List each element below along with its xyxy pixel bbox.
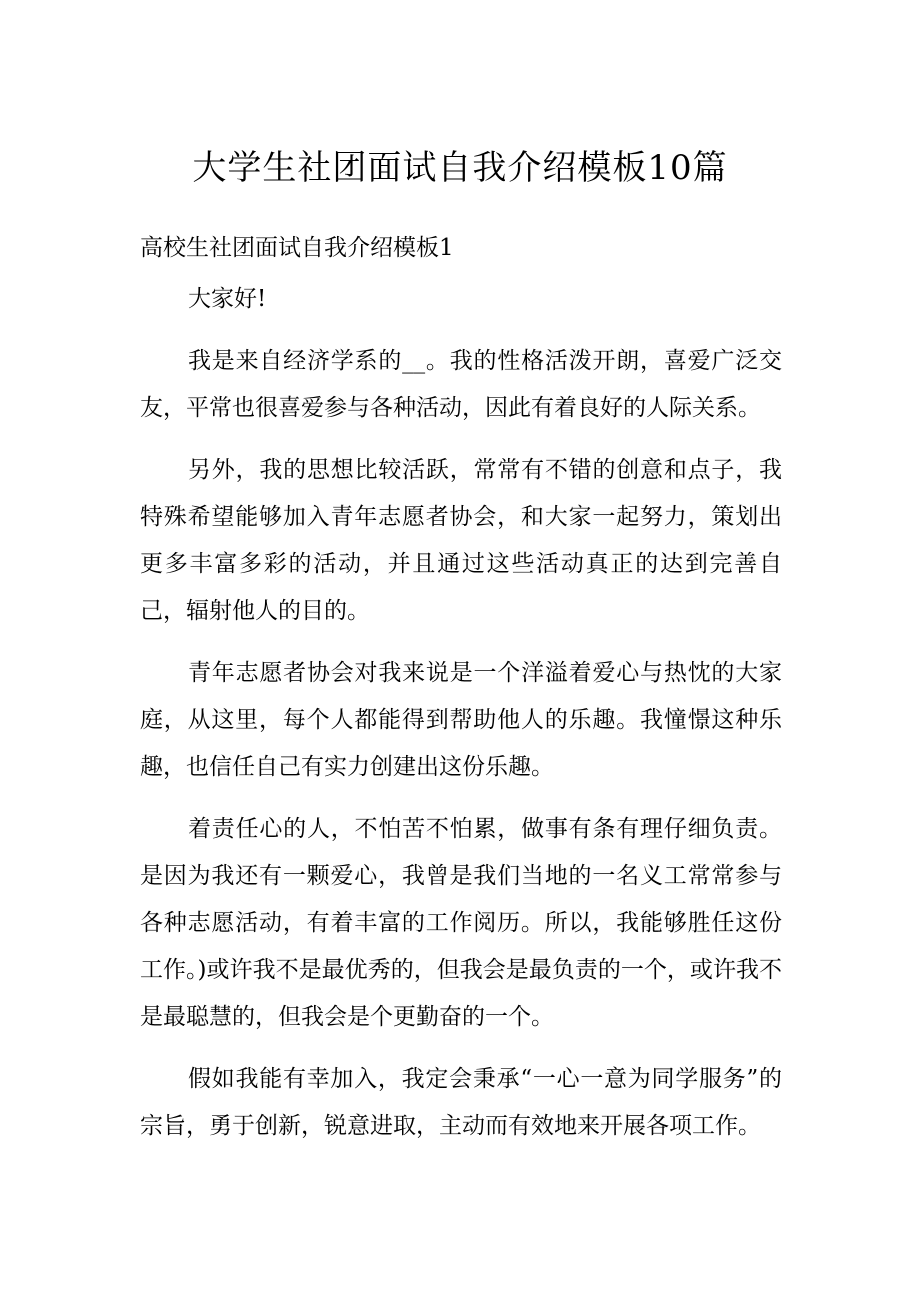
paragraph-ideas: 另外，我的思想比较活跃，常常有不错的创意和点子，我特殊希望能够加入青年志愿者协会，和大家一起努力，策划出更多丰富多彩的活动，并且通过这些活动真正的达到完善自己，辐射他人的目的。 — [140, 457, 782, 624]
document-title: 大学生社团面试自我介绍模板10篇 — [192, 148, 728, 188]
paragraph-responsibility: 着责任心的人，不怕苦不怕累，做事有条有理仔细负责。是因为我还有一颗爱心，我曾是我们当地的一名义工常常参与各种志愿活动，有着丰富的工作阅历。所以，我能够胜任这份工作。)或许我不是最优秀的，但我会是最负责的一个，或许我不是最聪慧的，但我会是个更勤奋的一个。 — [140, 816, 782, 1030]
paragraph-greeting: 大家好! — [188, 286, 267, 312]
section-heading: 高校生社团面试自我介绍模板1 — [140, 235, 454, 261]
paragraph-commitment: 假如我能有幸加入，我定会秉承“一心一意为同学服务”的宗旨，勇于创新，锐意进取，主动而有效地来开展各项工作。 — [140, 1066, 782, 1139]
document-body — [140, 276, 782, 1165]
paragraph-introduction: 我是来自经济学系的__。我的性格活泼开朗，喜爱广泛交友，平常也很喜爱参与各种活动，因此有着良好的人际关系。 — [140, 348, 782, 421]
paragraph-association: 青年志愿者协会对我来说是一个洋溢着爱心与热忱的大家庭，从这里，每个人都能得到帮助他人的乐趣。我憧憬这种乐趣，也信任自己有实力创建出这份乐趣。 — [140, 660, 782, 780]
